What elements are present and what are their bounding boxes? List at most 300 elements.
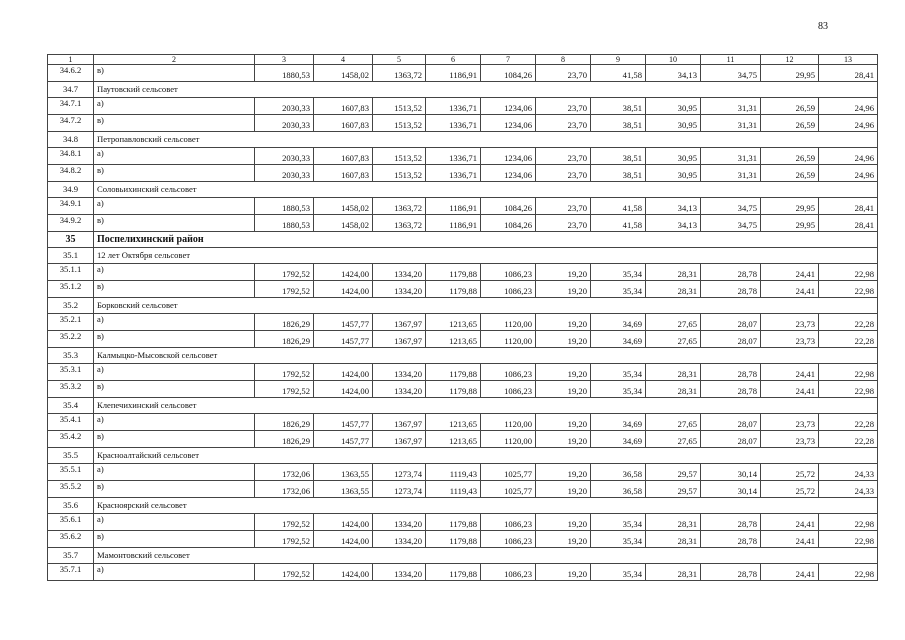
table-row [48,464,878,481]
value-cell: 1084,26 [481,215,536,232]
value-cell: 34,75 [701,215,761,232]
value-cell: 41,58 [591,65,646,82]
value-cell: 1179,88 [426,564,481,581]
value-cell: 35,34 [591,264,646,281]
column-number-cell: 3 [255,55,314,65]
value-cell: 1732,06 [255,481,314,498]
value-cell: 1213,65 [426,414,481,431]
value-cell: 24,96 [819,98,878,115]
value-cell: 22,28 [819,331,878,348]
value-cell: 38,51 [591,98,646,115]
value-cell: 1792,52 [255,281,314,298]
value-cell: 1120,00 [481,431,536,448]
value-cell: 19,20 [536,481,591,498]
value-cell: 1367,97 [373,314,426,331]
value-cell: 1334,20 [373,264,426,281]
row-code-cell: 35.1.1 [48,264,94,281]
value-cell: 1336,71 [426,165,481,182]
row-code-cell: 35.2.1 [48,314,94,331]
value-cell: 28,07 [701,331,761,348]
column-number-cell: 8 [536,55,591,65]
row-subitem-label: а) [94,414,255,431]
value-cell: 26,59 [761,115,819,132]
value-cell: 28,07 [701,414,761,431]
value-cell: 1025,77 [481,481,536,498]
table-row [48,65,878,82]
value-cell: 19,20 [536,514,591,531]
table-row [48,564,878,581]
value-cell: 36,58 [591,464,646,481]
value-cell: 1179,88 [426,531,481,548]
row-code-cell: 34.8.1 [48,148,94,165]
section-row [48,348,878,364]
row-code-cell: 35 [48,232,94,248]
table-row [48,115,878,132]
value-cell: 28,41 [819,65,878,82]
row-code-cell: 35.6.1 [48,514,94,531]
value-cell: 19,20 [536,281,591,298]
value-cell: 31,31 [701,115,761,132]
table-row [48,98,878,115]
value-cell: 34,69 [591,414,646,431]
column-number-cell: 5 [373,55,426,65]
table-row [48,514,878,531]
value-cell: 29,95 [761,65,819,82]
value-cell: 29,95 [761,215,819,232]
value-cell: 28,78 [701,564,761,581]
table-row [48,215,878,232]
value-cell: 1120,00 [481,314,536,331]
value-cell: 1119,43 [426,481,481,498]
page-number: 83 [818,21,828,32]
section-row [48,82,878,98]
section-row [48,248,878,264]
value-cell: 24,33 [819,481,878,498]
value-cell: 1367,97 [373,331,426,348]
section-name: Клепечихинский сельсовет [94,398,878,414]
value-cell: 1792,52 [255,564,314,581]
row-subitem-label: в) [94,215,255,232]
value-cell: 34,69 [591,331,646,348]
row-subitem-label: в) [94,531,255,548]
row-subitem-label: а) [94,148,255,165]
value-cell: 28,78 [701,514,761,531]
value-cell: 1458,02 [314,215,373,232]
row-subitem-label: а) [94,314,255,331]
row-code-cell: 34.7.1 [48,98,94,115]
row-subitem-label: в) [94,165,255,182]
value-cell: 1086,23 [481,564,536,581]
value-cell: 19,20 [536,564,591,581]
value-cell: 1826,29 [255,431,314,448]
value-cell: 23,70 [536,215,591,232]
value-cell: 24,96 [819,165,878,182]
value-cell: 1363,55 [314,481,373,498]
value-cell: 1234,06 [481,165,536,182]
value-cell: 28,41 [819,215,878,232]
value-cell: 1513,52 [373,148,426,165]
value-cell: 1334,20 [373,564,426,581]
value-cell: 28,31 [646,364,701,381]
section-name: Петропавловский сельсовет [94,132,878,148]
value-cell: 1213,65 [426,431,481,448]
value-cell: 1424,00 [314,281,373,298]
value-cell: 22,98 [819,264,878,281]
value-cell: 27,65 [646,414,701,431]
value-cell: 41,58 [591,198,646,215]
value-cell: 34,69 [591,314,646,331]
row-subitem-label: а) [94,98,255,115]
value-cell: 1513,52 [373,115,426,132]
row-subitem-label: а) [94,564,255,581]
value-cell: 22,98 [819,531,878,548]
value-cell: 35,34 [591,564,646,581]
value-cell: 29,95 [761,198,819,215]
section-row [48,298,878,314]
row-code-cell: 34.7 [48,82,94,98]
row-code-cell: 35.1 [48,248,94,264]
value-cell: 23,70 [536,165,591,182]
value-cell: 1457,77 [314,314,373,331]
value-cell: 26,59 [761,165,819,182]
row-subitem-label: в) [94,115,255,132]
value-cell: 28,07 [701,314,761,331]
value-cell: 1179,88 [426,514,481,531]
value-cell: 1086,23 [481,381,536,398]
value-cell: 1826,29 [255,314,314,331]
value-cell: 28,78 [701,364,761,381]
value-cell: 24,41 [761,264,819,281]
district-row [48,232,878,248]
table-row [48,431,878,448]
table-row [48,331,878,348]
section-name: Мамонтовский сельсовет [94,548,878,564]
value-cell: 1607,83 [314,148,373,165]
row-subitem-label: в) [94,65,255,82]
column-number-cell: 7 [481,55,536,65]
value-cell: 1607,83 [314,98,373,115]
value-cell: 19,20 [536,364,591,381]
row-code-cell: 35.6.2 [48,531,94,548]
row-code-cell: 35.6 [48,498,94,514]
value-cell: 30,95 [646,98,701,115]
value-cell: 22,28 [819,414,878,431]
value-cell: 29,57 [646,464,701,481]
value-cell: 23,70 [536,148,591,165]
value-cell: 19,20 [536,464,591,481]
value-cell: 1336,71 [426,115,481,132]
value-cell: 22,98 [819,364,878,381]
table-body [48,55,878,581]
value-cell: 19,20 [536,414,591,431]
value-cell: 1367,97 [373,431,426,448]
row-code-cell: 35.3.1 [48,364,94,381]
value-cell: 1084,26 [481,198,536,215]
row-code-cell: 35.5.2 [48,481,94,498]
value-cell: 31,31 [701,98,761,115]
value-cell: 23,70 [536,198,591,215]
section-name: Паутовский сельсовет [94,82,878,98]
value-cell: 23,70 [536,98,591,115]
value-cell: 29,57 [646,481,701,498]
value-cell: 38,51 [591,148,646,165]
value-cell: 1792,52 [255,364,314,381]
table-row [48,264,878,281]
table-row [48,381,878,398]
value-cell: 41,58 [591,215,646,232]
section-name: Красноалтайский сельсовет [94,448,878,464]
value-cell: 35,34 [591,531,646,548]
value-cell: 35,34 [591,514,646,531]
value-cell: 1424,00 [314,514,373,531]
row-code-cell: 34.7.2 [48,115,94,132]
value-cell: 34,75 [701,65,761,82]
value-cell: 1213,65 [426,314,481,331]
value-cell: 1186,91 [426,198,481,215]
table-row [48,531,878,548]
value-cell: 25,72 [761,464,819,481]
value-cell: 34,13 [646,65,701,82]
value-cell: 31,31 [701,165,761,182]
value-cell: 1334,20 [373,381,426,398]
value-cell: 1367,97 [373,414,426,431]
value-cell: 1086,23 [481,364,536,381]
value-cell: 1424,00 [314,264,373,281]
value-cell: 1880,53 [255,65,314,82]
value-cell: 24,41 [761,514,819,531]
value-cell: 35,34 [591,281,646,298]
value-cell: 27,65 [646,331,701,348]
value-cell: 1792,52 [255,514,314,531]
row-code-cell: 35.2.2 [48,331,94,348]
row-code-cell: 34.9 [48,182,94,198]
column-number-cell: 10 [646,55,701,65]
value-cell: 24,96 [819,115,878,132]
value-cell: 38,51 [591,165,646,182]
value-cell: 1880,53 [255,198,314,215]
value-cell: 1234,06 [481,148,536,165]
column-number-row [48,55,878,65]
value-cell: 23,70 [536,115,591,132]
value-cell: 1363,55 [314,464,373,481]
table-row [48,364,878,381]
column-number-cell: 2 [94,55,255,65]
section-row [48,182,878,198]
value-cell: 24,41 [761,564,819,581]
value-cell: 34,75 [701,198,761,215]
value-cell: 28,78 [701,381,761,398]
value-cell: 30,95 [646,165,701,182]
value-cell: 2030,33 [255,115,314,132]
value-cell: 25,72 [761,481,819,498]
value-cell: 28,31 [646,381,701,398]
section-name: Борковский сельсовет [94,298,878,314]
value-cell: 24,41 [761,381,819,398]
value-cell: 23,73 [761,314,819,331]
value-cell: 1792,52 [255,531,314,548]
value-cell: 28,78 [701,264,761,281]
row-code-cell: 34.8.2 [48,165,94,182]
row-subitem-label: в) [94,281,255,298]
value-cell: 28,41 [819,198,878,215]
value-cell: 1334,20 [373,364,426,381]
table-row [48,281,878,298]
value-cell: 23,73 [761,331,819,348]
value-cell: 1234,06 [481,98,536,115]
value-cell: 28,31 [646,514,701,531]
column-number-cell: 1 [48,55,94,65]
section-row [48,498,878,514]
value-cell: 1179,88 [426,381,481,398]
value-cell: 22,28 [819,431,878,448]
value-cell: 19,20 [536,314,591,331]
row-code-cell: 35.5 [48,448,94,464]
value-cell: 1086,23 [481,281,536,298]
value-cell: 22,98 [819,564,878,581]
value-cell: 34,13 [646,198,701,215]
value-cell: 28,78 [701,281,761,298]
table-row [48,314,878,331]
value-cell: 30,14 [701,464,761,481]
value-cell: 1424,00 [314,364,373,381]
value-cell: 28,31 [646,531,701,548]
row-subitem-label: а) [94,514,255,531]
value-cell: 1334,20 [373,514,426,531]
row-code-cell: 34.9.2 [48,215,94,232]
value-cell: 1826,29 [255,331,314,348]
value-cell: 1084,26 [481,65,536,82]
row-code-cell: 35.4 [48,398,94,414]
section-row [48,132,878,148]
row-code-cell: 35.1.2 [48,281,94,298]
value-cell: 22,98 [819,514,878,531]
value-cell: 1336,71 [426,148,481,165]
value-cell: 23,70 [536,65,591,82]
value-cell: 1120,00 [481,331,536,348]
value-cell: 1363,72 [373,215,426,232]
value-cell: 19,20 [536,431,591,448]
value-cell: 23,73 [761,414,819,431]
table-row [48,414,878,431]
value-cell: 1334,20 [373,531,426,548]
value-cell: 1457,77 [314,431,373,448]
value-cell: 38,51 [591,115,646,132]
row-code-cell: 34.8 [48,132,94,148]
value-cell: 1607,83 [314,165,373,182]
section-row [48,398,878,414]
value-cell: 2030,33 [255,98,314,115]
tariff-table [47,54,878,581]
row-subitem-label: а) [94,198,255,215]
value-cell: 22,98 [819,281,878,298]
value-cell: 19,20 [536,331,591,348]
value-cell: 19,20 [536,531,591,548]
value-cell: 35,34 [591,381,646,398]
value-cell: 28,31 [646,281,701,298]
value-cell: 31,31 [701,148,761,165]
value-cell: 22,28 [819,314,878,331]
value-cell: 30,95 [646,148,701,165]
value-cell: 1513,52 [373,165,426,182]
section-row [48,448,878,464]
value-cell: 34,13 [646,215,701,232]
section-name: Красноярский сельсовет [94,498,878,514]
value-cell: 1213,65 [426,331,481,348]
section-row [48,548,878,564]
value-cell: 1424,00 [314,564,373,581]
value-cell: 36,58 [591,481,646,498]
value-cell: 28,07 [701,431,761,448]
table-row [48,148,878,165]
value-cell: 30,95 [646,115,701,132]
row-subitem-label: в) [94,431,255,448]
value-cell: 24,41 [761,281,819,298]
value-cell: 1880,53 [255,215,314,232]
value-cell: 1424,00 [314,381,373,398]
column-number-cell: 9 [591,55,646,65]
row-subitem-label: в) [94,331,255,348]
value-cell: 1273,74 [373,464,426,481]
value-cell: 1179,88 [426,364,481,381]
row-code-cell: 35.7 [48,548,94,564]
row-code-cell: 34.9.1 [48,198,94,215]
row-code-cell: 34.6.2 [48,65,94,82]
value-cell: 24,33 [819,464,878,481]
value-cell: 1363,72 [373,65,426,82]
row-code-cell: 35.2 [48,298,94,314]
column-number-cell: 11 [701,55,761,65]
value-cell: 27,65 [646,431,701,448]
row-subitem-label: в) [94,381,255,398]
value-cell: 34,69 [591,431,646,448]
value-cell: 1424,00 [314,531,373,548]
row-code-cell: 35.7.1 [48,564,94,581]
row-subitem-label: а) [94,364,255,381]
column-number-cell: 6 [426,55,481,65]
value-cell: 22,98 [819,381,878,398]
value-cell: 1086,23 [481,264,536,281]
value-cell: 1792,52 [255,381,314,398]
table-row [48,165,878,182]
column-number-cell: 12 [761,55,819,65]
row-subitem-label: а) [94,264,255,281]
row-code-cell: 35.4.1 [48,414,94,431]
value-cell: 23,73 [761,431,819,448]
value-cell: 1792,52 [255,264,314,281]
value-cell: 1179,88 [426,264,481,281]
value-cell: 2030,33 [255,165,314,182]
value-cell: 1234,06 [481,115,536,132]
value-cell: 24,41 [761,531,819,548]
column-number-cell: 13 [819,55,878,65]
value-cell: 28,78 [701,531,761,548]
row-code-cell: 35.5.1 [48,464,94,481]
value-cell: 26,59 [761,148,819,165]
value-cell: 1186,91 [426,65,481,82]
district-name: Поспелихинский район [94,232,878,248]
value-cell: 27,65 [646,314,701,331]
value-cell: 1334,20 [373,281,426,298]
value-cell: 26,59 [761,98,819,115]
value-cell: 1458,02 [314,198,373,215]
value-cell: 1025,77 [481,464,536,481]
value-cell: 28,31 [646,264,701,281]
value-cell: 19,20 [536,264,591,281]
row-subitem-label: в) [94,481,255,498]
section-name: 12 лет Октября сельсовет [94,248,878,264]
value-cell: 1120,00 [481,414,536,431]
value-cell: 1086,23 [481,531,536,548]
